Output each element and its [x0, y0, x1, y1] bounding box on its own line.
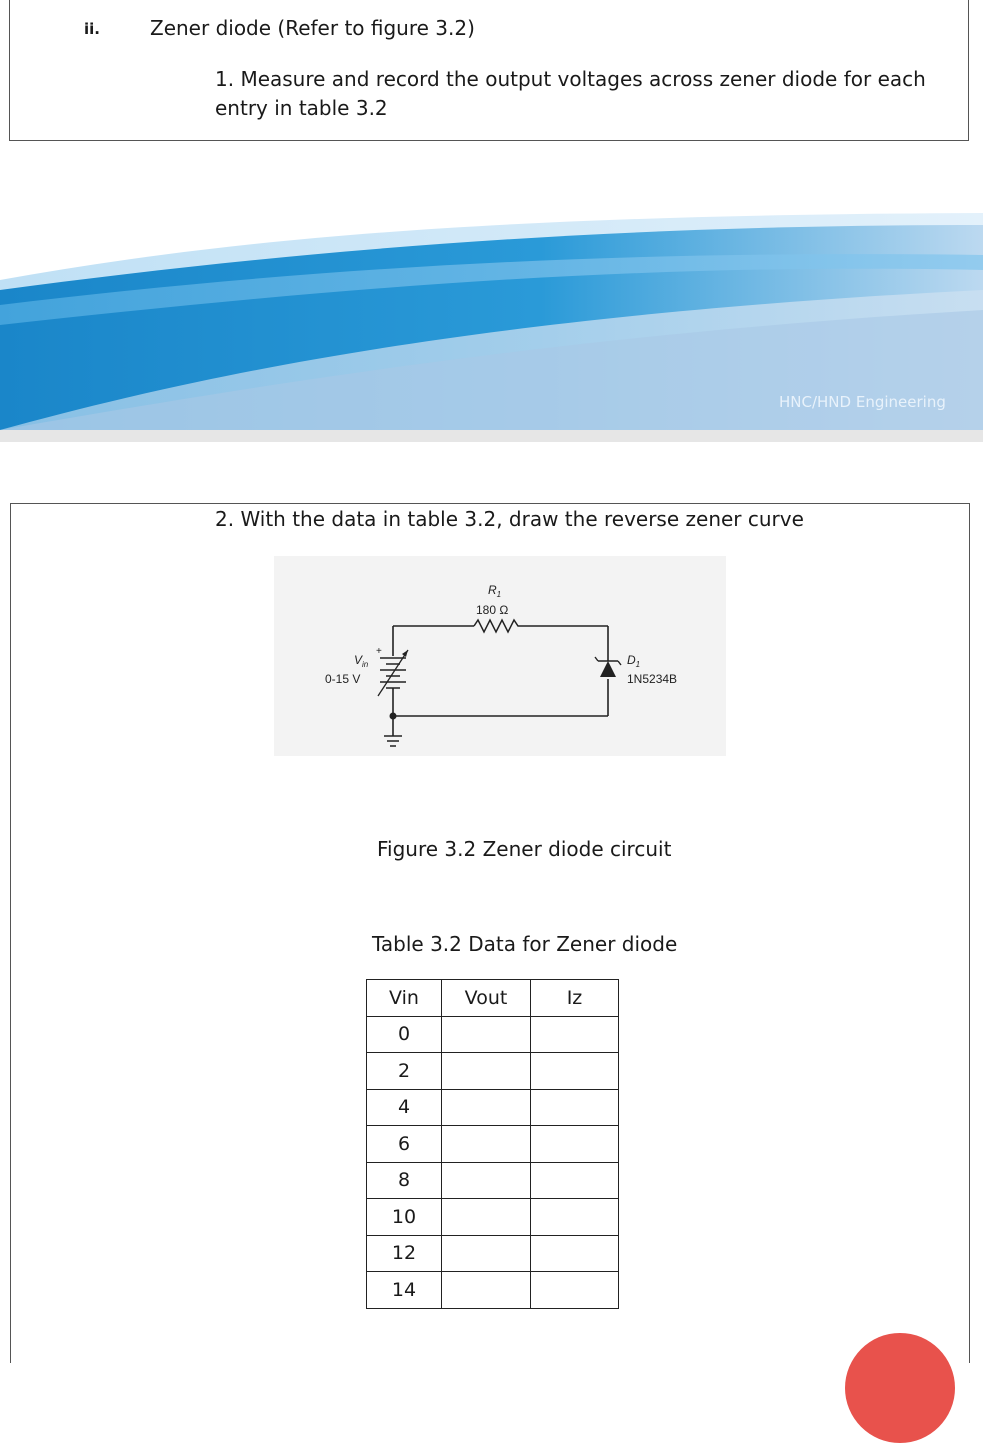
vout-cell[interactable] — [442, 1016, 531, 1053]
header-iz: Iz — [531, 980, 619, 1017]
vin-cell: 10 — [367, 1199, 442, 1236]
iz-cell[interactable] — [531, 1162, 619, 1199]
header-vin: Vin — [367, 980, 442, 1017]
vin-label: V — [354, 653, 363, 667]
vout-cell[interactable] — [442, 1199, 531, 1236]
resistor-label: R — [488, 583, 497, 597]
iz-cell[interactable] — [531, 1053, 619, 1090]
table-row — [367, 1016, 619, 1053]
table-row — [367, 1089, 619, 1126]
iz-cell[interactable] — [531, 1016, 619, 1053]
vin-cell: 8 — [367, 1162, 442, 1199]
table-row — [367, 1272, 619, 1309]
floating-action-button[interactable] — [845, 1333, 955, 1443]
resistor-value: 180 Ω — [476, 603, 509, 617]
vout-cell[interactable] — [442, 1235, 531, 1272]
vin-cell: 12 — [367, 1235, 442, 1272]
table-row — [367, 1053, 619, 1090]
resistor-subscript: 1 — [496, 590, 502, 599]
iz-cell[interactable] — [531, 1089, 619, 1126]
vin-cell: 2 — [367, 1053, 442, 1090]
vin-cell: 14 — [367, 1272, 442, 1309]
footer-course-label: HNC/HND Engineering — [779, 393, 946, 411]
vout-cell[interactable] — [442, 1162, 531, 1199]
step-2-text: 2. With the data in table 3.2, draw the reverse zener curve — [215, 507, 804, 531]
diode-subscript: 1 — [635, 660, 641, 669]
vout-cell[interactable] — [442, 1053, 531, 1090]
table-row — [367, 1126, 619, 1163]
zener-data-table — [366, 979, 619, 1309]
table-row — [367, 1235, 619, 1272]
figure-caption: Figure 3.2 Zener diode circuit — [377, 837, 672, 861]
iz-cell[interactable] — [531, 1272, 619, 1309]
vout-cell[interactable] — [442, 1126, 531, 1163]
iz-cell[interactable] — [531, 1126, 619, 1163]
header-vout: Vout — [442, 980, 531, 1017]
diode-part-number: 1N5234B — [627, 672, 678, 686]
table-row — [367, 1199, 619, 1236]
vin-subscript: in — [362, 660, 369, 669]
vout-cell[interactable] — [442, 1272, 531, 1309]
item-number: ii. — [84, 20, 100, 38]
table-caption: Table 3.2 Data for Zener diode — [372, 932, 678, 956]
table-row — [367, 1162, 619, 1199]
iz-cell[interactable] — [531, 1235, 619, 1272]
vout-cell[interactable] — [442, 1089, 531, 1126]
zener-circuit-diagram — [274, 556, 726, 756]
vin-cell: 6 — [367, 1126, 442, 1163]
vin-range: 0-15 V — [325, 672, 361, 686]
vin-cell: 4 — [367, 1089, 442, 1126]
vin-cell: 0 — [367, 1016, 442, 1053]
ground-node — [390, 713, 397, 720]
vin-plus-sign: + — [376, 646, 382, 657]
iz-cell[interactable] — [531, 1199, 619, 1236]
section-heading: Zener diode (Refer to figure 3.2) — [150, 16, 475, 40]
step-1-text: 1. Measure and record the output voltages across zener diode for each entry in table 3.2 — [215, 67, 926, 120]
diode-label: D — [627, 653, 636, 667]
table-header-row — [367, 980, 619, 1017]
